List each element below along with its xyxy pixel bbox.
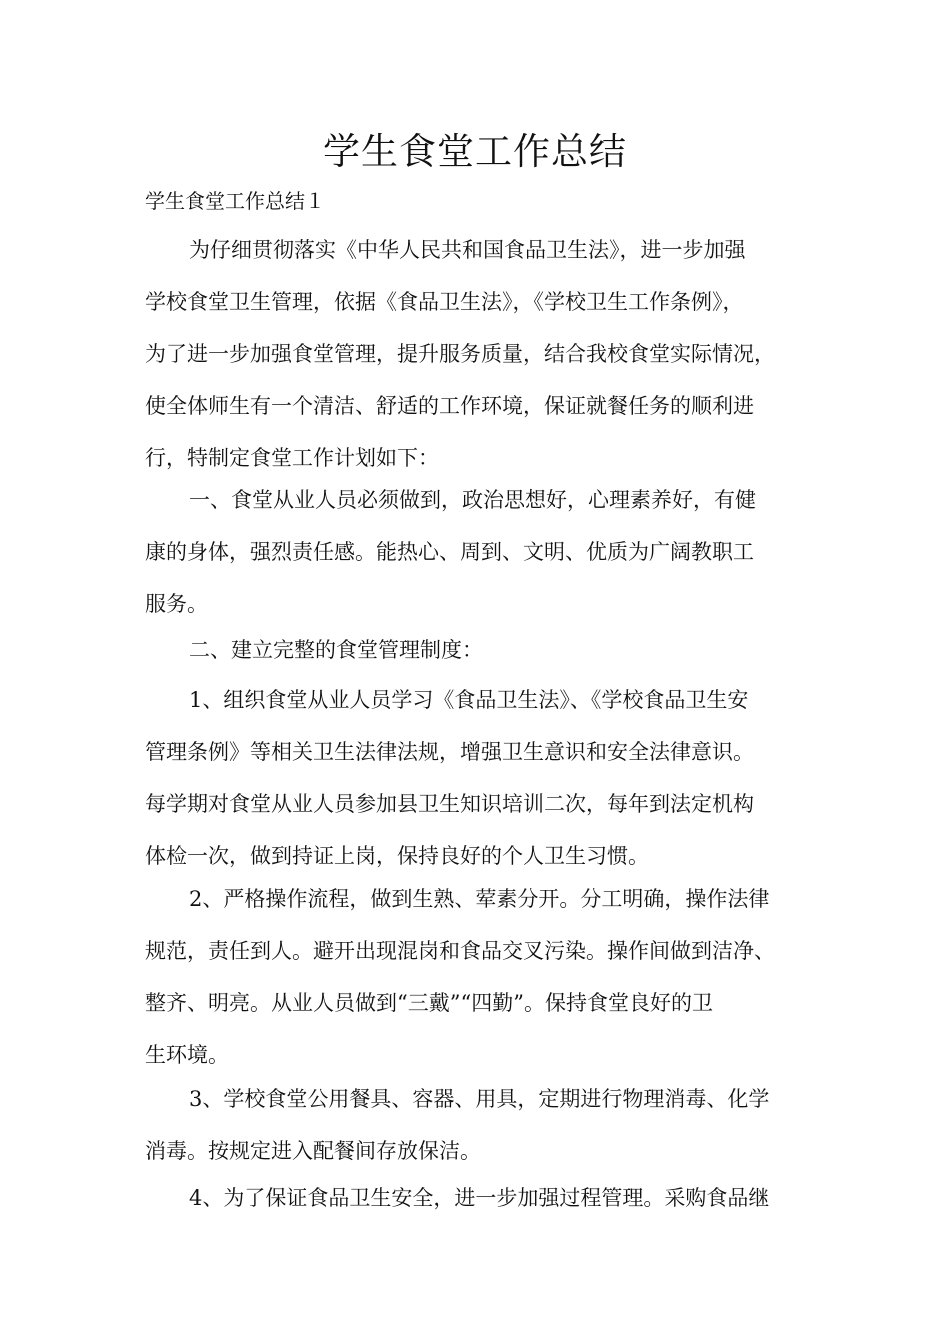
body-block-1 xyxy=(145,224,825,484)
body-block-5 xyxy=(145,873,825,1081)
text-line: 使全体师生有一个清洁、舒适的工作环境，保证就餐任务的顺利进 xyxy=(145,394,754,418)
text-line: 整齐、明亮。从业人员做到“三戴”“四勤”。保持食堂良好的卫 xyxy=(145,991,713,1015)
body-block-2 xyxy=(145,474,825,630)
text-line: 康的身体，强烈责任感。能热心、周到、文明、优质为广阔教职工 xyxy=(145,540,754,564)
body-block-6 xyxy=(145,1073,825,1177)
text-line: 2、严格操作流程，做到生熟、荤素分开。分工明确，操作法律 xyxy=(189,887,770,911)
body-block-4 xyxy=(145,674,825,882)
body-block-3 xyxy=(145,624,825,676)
text-line: 规范，责任到人。避开出现混岗和食品交叉污染。操作间做到洁净、 xyxy=(145,939,775,963)
text-line: 行，特制定食堂工作计划如下： xyxy=(145,446,439,470)
text-line: 1、组织食堂从业人员学习《食品卫生法》、《学校食品卫生安 xyxy=(189,688,749,712)
document-subtitle: 学生食堂工作总结１ xyxy=(145,189,325,213)
text-line: 每学期对食堂从业人员参加县卫生知识培训二次，每年到法定机构 xyxy=(145,792,754,816)
text-line: 为了进一步加强食堂管理，提升服务质量，结合我校食堂实际情况， xyxy=(145,342,775,366)
text-line: 一、食堂从业人员必须做到，政治思想好，心理素养好，有健 xyxy=(189,488,756,512)
text-line: 4、为了保证食品卫生安全，进一步加强过程管理。采购食品继 xyxy=(189,1186,770,1210)
text-line: 管理条例》等相关卫生法律法规，增强卫生意识和安全法律意识。 xyxy=(145,740,754,764)
text-line: 消毒。按规定进入配餐间存放保洁。 xyxy=(145,1139,481,1163)
text-line: 为仔细贯彻落实《中华人民共和国食品卫生法》，进一步加强 xyxy=(189,238,746,262)
text-line: 生环境。 xyxy=(145,1043,229,1067)
text-line: 二、建立完整的食堂管理制度： xyxy=(189,638,483,662)
text-line: 体检一次，做到持证上岗，保持良好的个人卫生习惯。 xyxy=(145,844,649,868)
text-line: 学校食堂卫生管理，依据《食品卫生法》，《学校卫生工作条例》， xyxy=(145,290,744,314)
text-line: 服务。 xyxy=(145,592,208,616)
text-line: 3、学校食堂公用餐具、容器、用具，定期进行物理消毒、化学 xyxy=(189,1087,770,1111)
document-title: 学生食堂工作总结 xyxy=(323,130,627,173)
body-block-7 xyxy=(145,1172,825,1224)
